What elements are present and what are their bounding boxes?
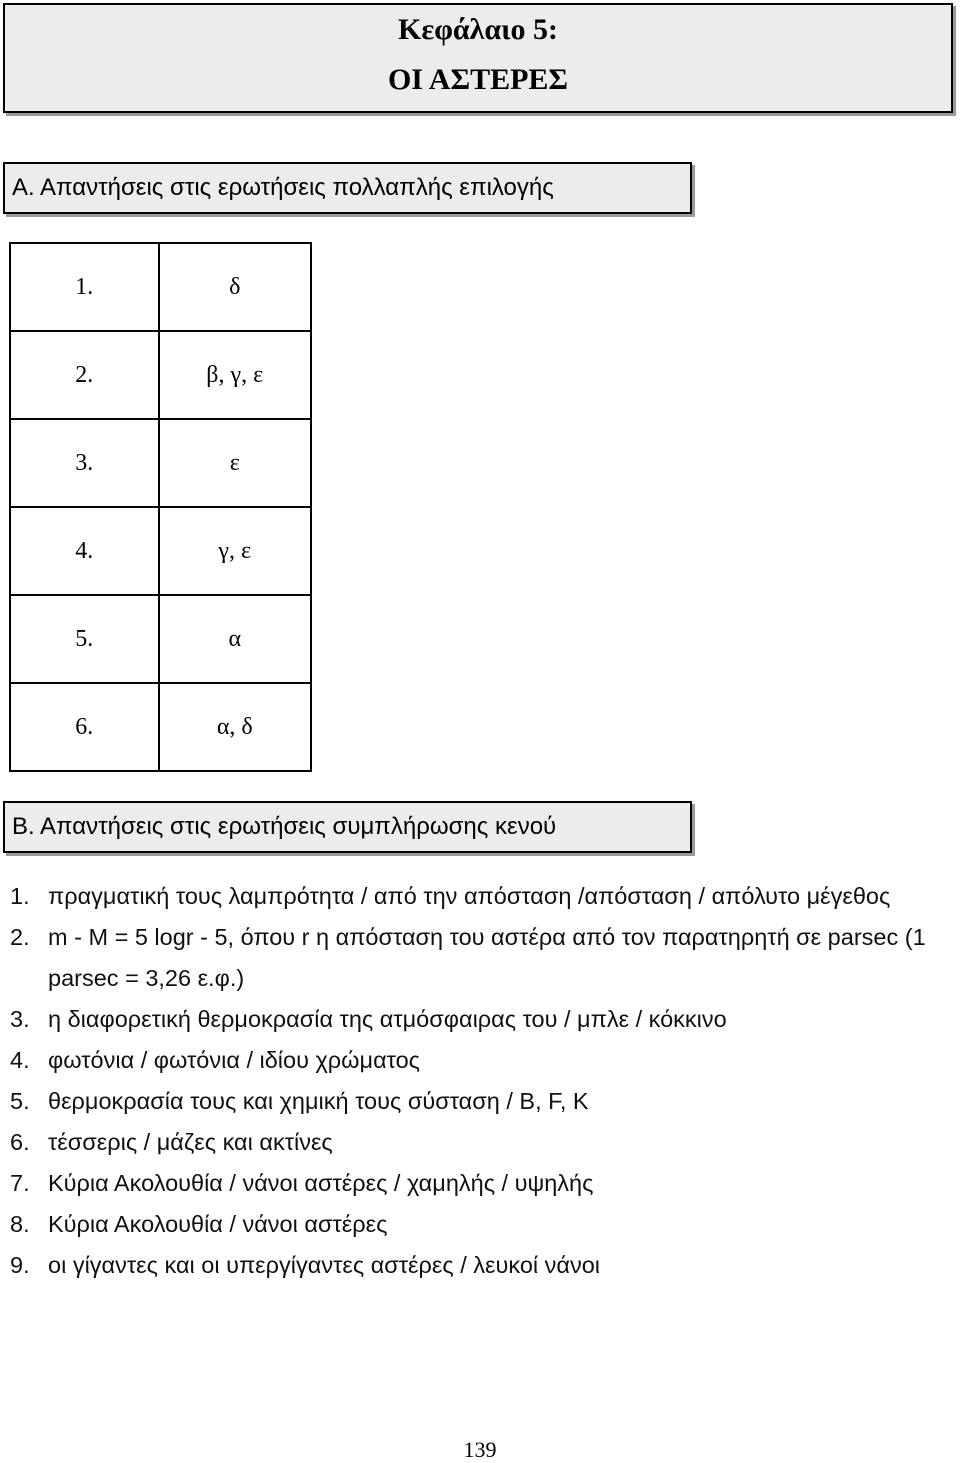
list-item bbox=[10, 1204, 950, 1245]
multiple-choice-answer-table bbox=[9, 242, 312, 772]
item-text: πραγματική τους λαμπρότητα / από την απόσταση /απόσταση / απόλυτο μέγεθος bbox=[48, 883, 891, 909]
page-number: 139 bbox=[463, 1437, 497, 1462]
answer-cell: γ, ε bbox=[159, 507, 311, 595]
list-item bbox=[10, 999, 950, 1040]
table-row bbox=[10, 331, 311, 419]
question-number: 2. bbox=[10, 331, 159, 419]
list-item bbox=[10, 1081, 950, 1122]
item-number: 9. bbox=[10, 1252, 30, 1278]
list-item bbox=[10, 1163, 950, 1204]
item-text: οι γίγαντες και οι υπεργίγαντες αστέρες / λευκοί νάνοι bbox=[48, 1252, 601, 1278]
question-number: 6. bbox=[10, 683, 159, 771]
item-text: Κύρια Ακολουθία / νάνοι αστέρες bbox=[48, 1211, 388, 1237]
item-text: η διαφορετική θερμοκρασία της ατμόσφαιρας του / μπλε / κόκκινο bbox=[48, 1006, 727, 1032]
answer-cell: ε bbox=[159, 419, 311, 507]
list-item bbox=[10, 1040, 950, 1081]
item-text: θερμοκρασία τους και χημική τους σύσταση / B, F, K bbox=[48, 1088, 589, 1114]
section-b-heading: Β. Απαντήσεις στις ερωτήσεις συμπλήρωσης κενού bbox=[3, 801, 692, 853]
question-number: 5. bbox=[10, 595, 159, 683]
list-item bbox=[10, 876, 950, 917]
question-number: 1. bbox=[10, 243, 159, 331]
list-item bbox=[10, 1245, 950, 1286]
question-number: 3. bbox=[10, 419, 159, 507]
chapter-subtitle: ΟΙ ΑΣΤΕΡΕΣ bbox=[387, 63, 569, 96]
table-row bbox=[10, 243, 311, 331]
list-item bbox=[10, 917, 950, 999]
item-text: m - M = 5 logr - 5, όπου r η απόσταση του αστέρα από τον παρατηρητή σε parsec (1 parsec = 3,26 ε.φ.) bbox=[48, 924, 926, 991]
section-a-heading: Α. Απαντήσεις στις ερωτήσεις πολλαπλής επιλογής bbox=[3, 162, 692, 214]
question-number: 4. bbox=[10, 507, 159, 595]
item-text: Κύρια Ακολουθία / νάνοι αστέρες / χαμηλής / υψηλής bbox=[48, 1170, 594, 1196]
item-number: 3. bbox=[10, 1006, 30, 1032]
table-row bbox=[10, 683, 311, 771]
table-row bbox=[10, 507, 311, 595]
answer-cell: β, γ, ε bbox=[159, 331, 311, 419]
item-number: 7. bbox=[10, 1170, 30, 1196]
answer-cell: δ bbox=[159, 243, 311, 331]
answer-cell: α bbox=[159, 595, 311, 683]
list-item bbox=[10, 1122, 950, 1163]
answer-cell: α, δ bbox=[159, 683, 311, 771]
item-number: 8. bbox=[10, 1211, 30, 1237]
table-row bbox=[10, 419, 311, 507]
item-text: φωτόνια / φωτόνια / ιδίου χρώματος bbox=[48, 1047, 420, 1073]
item-text: τέσσερις / μάζες και ακτίνες bbox=[48, 1129, 333, 1155]
item-number: 1. bbox=[10, 883, 30, 909]
table-row bbox=[10, 595, 311, 683]
item-number: 4. bbox=[10, 1047, 30, 1073]
item-number: 6. bbox=[10, 1129, 30, 1155]
item-number: 5. bbox=[10, 1088, 30, 1114]
fill-in-answers-list bbox=[10, 876, 950, 1286]
chapter-title-box bbox=[3, 3, 953, 113]
item-number: 2. bbox=[10, 924, 30, 950]
chapter-title: Κεφάλαιο 5: bbox=[398, 13, 558, 46]
